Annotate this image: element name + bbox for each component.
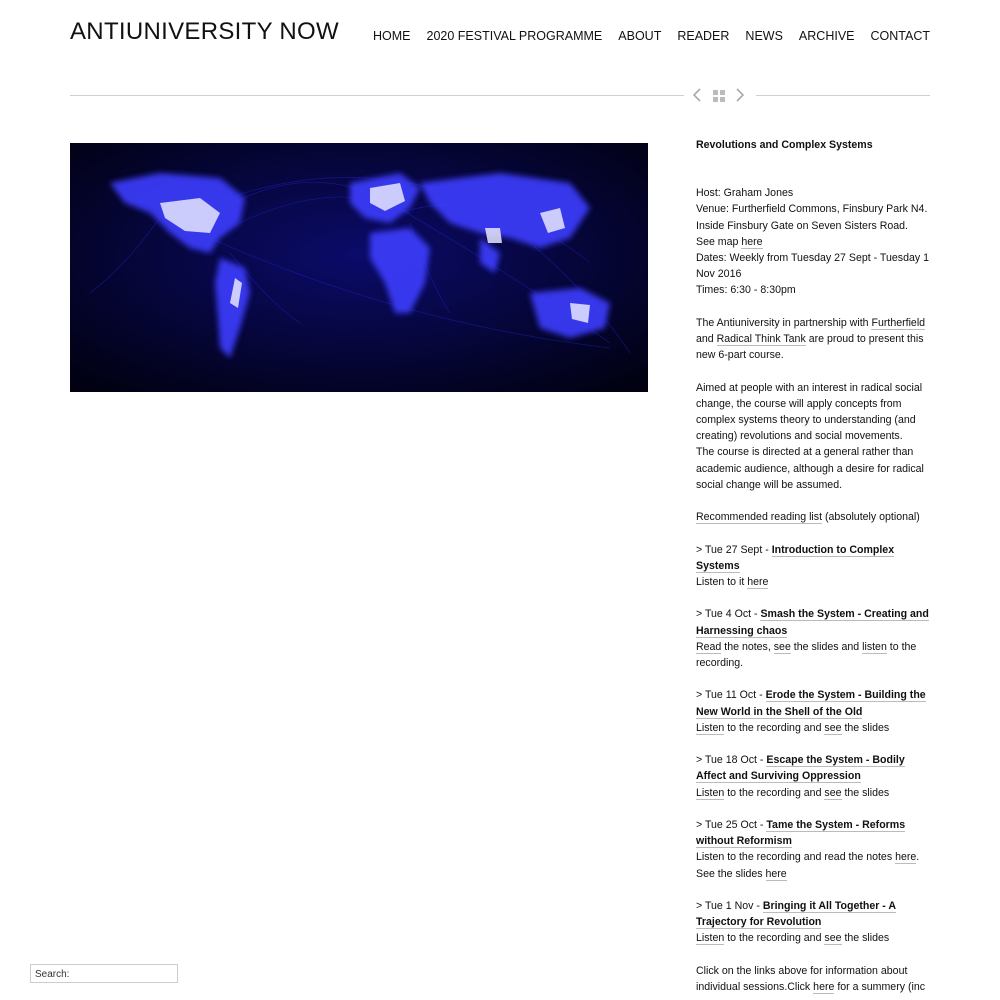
session-2-text-b: the slides and [790,640,863,653]
session-3-title-link[interactable]: Erode the System - Building the New World in the Shell of the Old [696,689,926,718]
nav-about[interactable]: ABOUT [618,29,662,43]
event-details [696,185,932,298]
grid-icon[interactable] [713,89,725,107]
nav-contact[interactable]: CONTACT [870,29,930,43]
session-5 [696,817,932,882]
final-text-b: for a summery (inc [834,981,926,993]
host-line: Host: Graham Jones [696,187,794,200]
session-6-title-link[interactable]: Bringing it All Together - A Trajectory for Revolution [696,900,897,929]
article-title: Revolutions and Complex Systems [696,139,873,151]
venue-line: Venue: Furtherfield Commons, Finsbury Park N4. Inside Finsbury Gate on Seven Sisters Road. [696,203,928,232]
session-3-text-b: the slides [841,721,890,734]
session-6-listen-link[interactable]: Listen [696,932,725,945]
chevron-left-icon[interactable] [692,86,702,109]
session-date: > Tue 27 Sept - [696,543,772,556]
search-label: Search: [35,969,70,980]
session-4 [696,752,932,801]
session-date: > Tue 1 Nov - [696,900,763,912]
session-5-text-b: . See the slides [696,851,920,880]
map-link[interactable]: here [741,235,763,248]
see-map-label: See map [696,235,742,248]
post-pager [690,86,750,106]
article-content [696,137,932,1000]
session-2-read-link[interactable]: Read [696,640,722,653]
furtherfield-link[interactable]: Furtherfield [871,316,926,329]
session-3-see-link[interactable]: see [824,721,842,734]
session-1-text: Listen to it [696,576,748,589]
nav-archive[interactable]: ARCHIVE [798,29,855,43]
session-4-title-link[interactable]: Escape the System - Bodily Affect and Surviving Oppression [696,754,905,783]
session-4-text-b: the slides [841,786,890,799]
session-date: > Tue 11 Oct - [696,689,766,702]
session-5-notes-link[interactable]: here [895,851,917,864]
session-2 [696,606,932,671]
session-4-listen-link[interactable]: Listen [696,786,725,799]
chevron-right-icon[interactable] [735,86,745,109]
main-nav [357,29,930,43]
reading-list-paragraph [696,509,932,525]
site-title[interactable]: ANTIUNIVERSITY NOW [70,18,339,45]
session-4-see-link[interactable]: see [824,786,842,799]
session-3 [696,687,932,736]
session-5-slides-link[interactable]: here [765,867,787,880]
reading-note: (absolutely optional) [822,511,920,524]
session-date: > Tue 25 Oct - [696,819,767,831]
aim-text: Aimed at people with an interest in radical social change, the course will apply concepts from complex systems theory to understanding (and creating) revolutions and social movements. [696,381,923,443]
divider-left [70,95,684,96]
world-map-image [70,143,648,392]
session-4-text: to the recording and [724,786,825,799]
session-2-title-link[interactable]: Smash the System - Creating and Harnessing chaos [696,608,929,637]
audience-text: The course is directed at a general rather than academic audience, although a desire for radical social change will be assumed. [696,446,924,491]
divider-right [756,95,930,96]
session-1-listen-link[interactable]: here [747,576,769,589]
session-1 [696,542,932,591]
session-6 [696,898,932,947]
dates-line: Dates: Weekly from Tuesday 27 Sept - Tuesday 1 Nov 2016 [696,252,929,281]
aim-paragraph [696,380,932,493]
session-2-text-c: to the recording. [696,640,917,670]
nav-reader[interactable]: READER [677,29,730,43]
session-date: > Tue 18 Oct - [696,754,767,767]
and-text: and [696,333,717,346]
times-line: Times: 6:30 - 8:30pm [696,284,796,297]
nav-news[interactable]: NEWS [745,29,783,43]
nav-festival-programme[interactable]: 2020 FESTIVAL PROGRAMME [426,29,603,43]
final-paragraph [696,963,932,995]
session-1-title-link[interactable]: Introduction to Complex Systems [696,543,895,572]
session-date: > Tue 4 Oct - [696,608,761,621]
session-6-text-b: the slides [841,932,890,945]
partnership-text: The Antiuniversity in partnership with [696,316,872,329]
session-2-listen-link[interactable]: listen [862,640,887,653]
session-6-text: to the recording and [724,932,825,945]
session-3-text: to the recording and [724,721,825,734]
session-2-see-link[interactable]: see [773,640,791,653]
search-input[interactable] [30,964,178,983]
partnership-paragraph [696,315,932,364]
final-text: Click on the links above for information about individual sessions.Click [696,964,908,993]
session-5-title-link[interactable]: Tame the System - Reforms without Reformism [696,819,906,848]
session-5-text: Listen to the recording and read the notes [696,851,896,864]
radical-think-tank-link[interactable]: Radical Think Tank [716,333,806,346]
summary-link[interactable]: here [813,981,835,993]
session-6-see-link[interactable]: see [824,932,842,945]
session-2-text: the notes, [721,640,774,653]
session-3-listen-link[interactable]: Listen [696,721,725,734]
nav-home[interactable]: HOME [373,29,411,43]
reading-list-link[interactable]: Recommended reading list [696,511,823,524]
partnership-text-end: are proud to present this new 6-part course. [696,333,924,362]
